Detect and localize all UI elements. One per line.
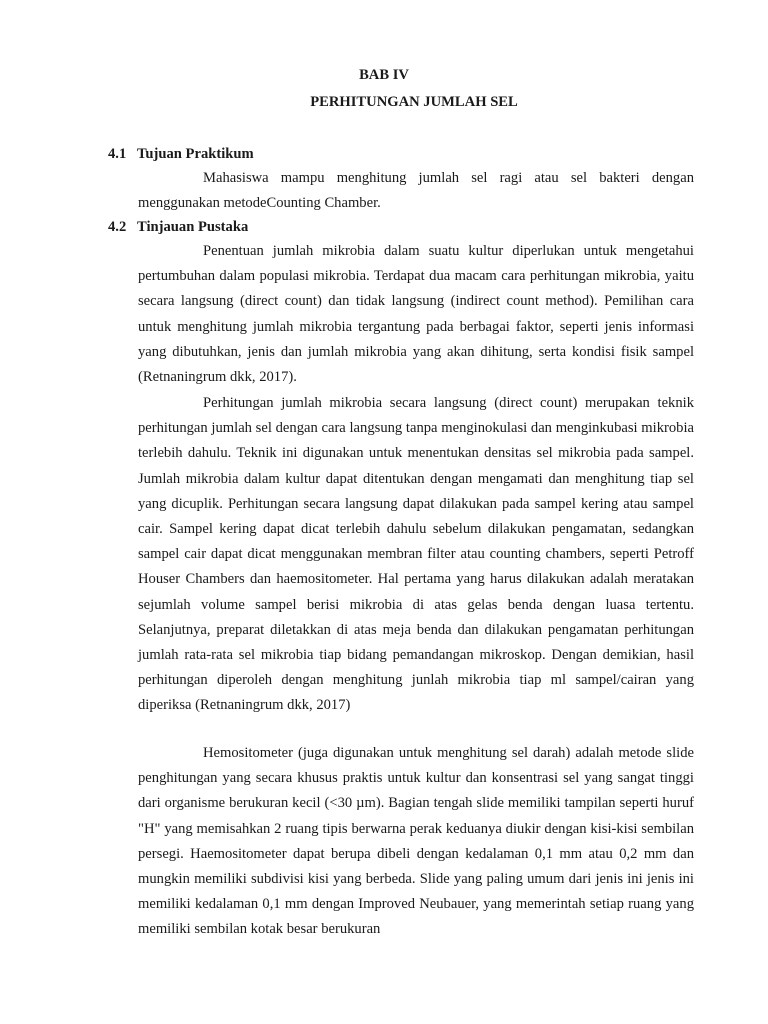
- section-title: Tinjauan Pustaka: [137, 219, 249, 235]
- paragraph-penentuan: Penentuan jumlah mikrobia dalam suatu kultur diperlukan untuk mengetahui pertumbuhan dalam populasi mikrobia. Terdapat dua macam cara perhitungan mikrobia, yaitu secara langsung (direct count) dan tidak langsung (indirect count method). Pemilihan cara untuk menghitung jumlah mikrobia tergantung pada berbagai faktor, seperti jenis informasi yang dibutuhkan, jenis dan jumlah mikrobia yang akan dihitung, serta kondisi fisik sampel (Retnaningrum dkk, 2017).: [138, 243, 694, 386]
- section-number: 4.2: [108, 219, 127, 235]
- paragraph-hemositometer: Hemositometer (juga digunakan untuk menghitung sel darah) adalah metode slide penghitungan yang secara khusus praktis untuk kultur dan konsentrasi sel yang sangat tinggi dari organisme berukuran kecil (<30 µm). Bagian tengah slide memiliki tampilan seperti huruf "H" yang memisahkan 2 ruang tipis berwarna perak keduanya diukir dengan kisi-kisi sembilan persegi. Haemositometer dapat berupa dibeli dengan kedalaman 0,1 mm atau 0,2 mm dan mungkin memiliki subdivisi kisi yang berbeda. Slide yang paling umum dari jenis ini jenis ini memiliki kedalaman 0,1 mm dengan Improved Neubauer, yang memerintah setiap ruang yang memiliki sembilan kotak besar berukuran: [138, 745, 694, 938]
- chapter-number: BAB IV: [359, 67, 409, 83]
- section-number: 4.1: [108, 146, 127, 162]
- paragraph-direct-count: Perhitungan jumlah mikrobia secara langsung (direct count) merupakan teknik perhitungan jumlah sel dengan cara langsung tanpa menginokulasi dan menginkubasi mikrobia terlebih dahulu. Teknik ini digunakan untuk menentukan densitas sel mikrobia pada sampel. Jumlah mikrobia dalam kultur dapat ditentukan dengan mengamati dan menghitung tiap sel yang dicuplik. Perhitungan secara langsung dapat dilakukan pada sampel kering atau sampel cair. Sampel kering dapat dicat terlebih dahulu sebelum dilakukan pengamatan, sedangkan sampel cair dapat dicat menggunakan membran filter atau counting chambers, seperti Petroff Houser Chambers dan haemositometer. Hal pertama yang harus dilakukan adalah meratakan sejumlah volume sampel berisi mikrobia di atas gelas benda dengan luasa tertentu. Selanjutnya, preparat diletakkan di atas meja benda dan dilakukan pengamatan perhitungan jumlah rata-rata sel mikrobia tiap bidang pemandangan mikroskop. Dengan demikian, hasil perhitungan diperoleh dengan menghitung junlah mikrobia tiap ml sampel/cairan yang diperiksa (Retnaningrum dkk, 2017): [138, 395, 694, 714]
- chapter-title: PERHITUNGAN JUMLAH SEL: [310, 94, 518, 110]
- paragraph-tujuan: Mahasiswa mampu menghitung jumlah sel ragi atau sel bakteri dengan menggunakan metodeCounting Chamber.: [138, 170, 694, 212]
- section-heading-4-2: [108, 219, 248, 236]
- section-title: Tujuan Praktikum: [137, 146, 254, 162]
- section-heading-4-1: [108, 146, 254, 163]
